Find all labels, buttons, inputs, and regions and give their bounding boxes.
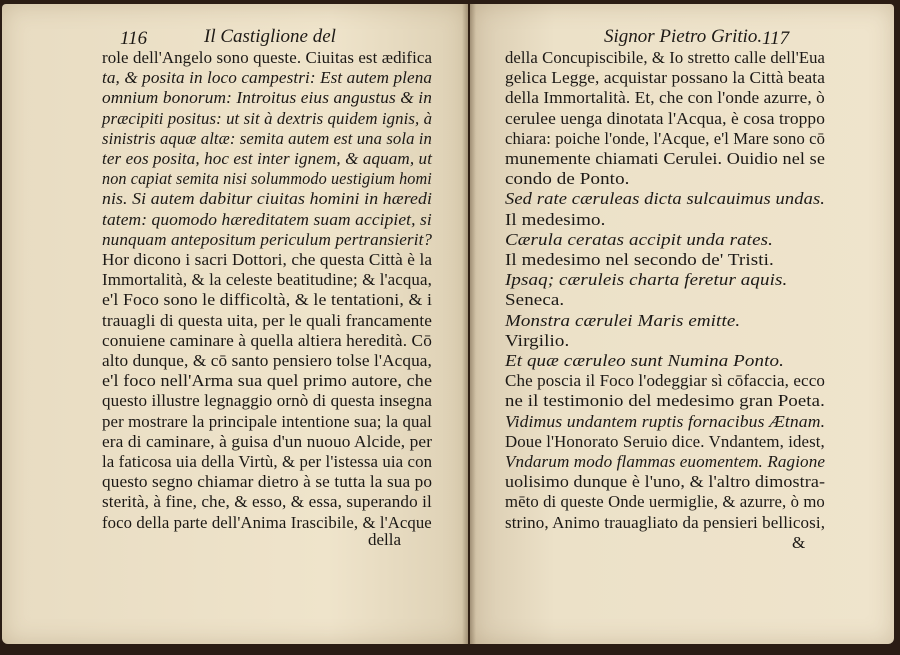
text-line: Immortalità, & la celeste beatitudine; & l'acqua, [102, 270, 432, 290]
text-line: nunquam antepositum periculum pertransierit? [102, 229, 433, 249]
text-line: chiara: poiche l'onde, l'Acque, e'l Mare sono cō [505, 128, 826, 148]
text-line: gelica Legge, acquistar possano la Città beata [505, 68, 825, 88]
text-line: e'l foco nell'Arma sua quel primo autore, che [102, 371, 433, 391]
text-line: conuiene caminare à quella altiera heredità. Cō [102, 330, 432, 350]
text-line: mēto di queste Onde uermiglie, & azurre, ò mo [505, 492, 825, 512]
left-catchword: della [368, 530, 402, 549]
text-line: Cærula ceratas accipit unda rates. [505, 229, 773, 249]
text-line: Et quæ cæruleo sunt Numina Ponto. [505, 351, 784, 370]
text-line: la faticosa uia della Virtù, & per l'istessa uia con [102, 452, 433, 471]
text-line: Che poscia il Foco l'odeggiar sì cōfaccia, ecco [505, 371, 825, 391]
text-line: sinistris aquæ altæ: semita autem est una sola in [102, 128, 432, 148]
text-line: uolisimo dunque è l'uno, & l'altro dimostra- [505, 472, 826, 492]
text-line: role dell'Angelo sono queste. Ciuitas est ædifica [102, 48, 433, 67]
text-line: Ipsaq; cæruleis charta feretur aquis. [505, 270, 788, 290]
text-line: Vidimus undantem ruptis fornacibus Ætnam. [505, 411, 826, 431]
text-line: Monstra cærulei Maris emitte. [505, 310, 741, 330]
text-line: sterità, à fine, che, & esso, & essa, superando il [102, 492, 432, 512]
text-line: questo illustre legnaggio ornò di questa insegna [102, 391, 433, 411]
text-line: omnium bonorum: Introitus eius angustus & in [102, 88, 432, 108]
text-line: tatem: quomodo hæreditatem suam accipiet, si [102, 209, 432, 229]
left-page-number: 116 [120, 28, 148, 49]
text-line: Doue l'Honorato Seruio dice. Vndantem, idest, [505, 431, 825, 451]
left-running-head: Il Castiglione del [204, 26, 336, 47]
right-page-number: 117 [762, 28, 790, 49]
text-line: munemente chiamati Cerulei. Ouidio nel se [505, 149, 826, 168]
right-catchword: & [792, 533, 806, 552]
text-line: Il medesimo. [505, 209, 606, 229]
text-line: per mostrare la principale intentione sua; la qual [102, 411, 432, 431]
text-line: Sed rate cæruleas dicta sulcauimus undas. [505, 189, 826, 209]
text-line: Hor dicono i sacri Dottori, che questa Città è la [102, 250, 433, 269]
text-line: trauagli di questa uita, per le quali francamente [102, 310, 433, 330]
text-line: Virgilio. [505, 330, 570, 350]
text-line: questo segno chiamar dietro à se tutta la sua po [102, 472, 433, 492]
text-line: præcipiti positus: ut sit à dextris quidem ignis, à [102, 108, 433, 128]
text-line: ta, & posita in loco campestri: Est autem plena [102, 68, 433, 88]
text-line: cerulee uenga dinotata l'Acqua, è cosa troppo [505, 108, 825, 128]
text-line: era di caminare, à guisa d'un nuouo Alcide, per [102, 431, 433, 451]
text-line: e'l Foco sono le difficoltà, & le tentationi, & i [102, 290, 433, 310]
text-line: non capiat semita nisi solummodo uestigium homi [102, 169, 432, 189]
text-line: strino, Animo trauagliato da pensieri bellicosi, [505, 512, 826, 532]
text-line: alto dunque, & cō santo pensiero tolse l'Acqua, [102, 351, 432, 370]
text-line: Il medesimo nel secondo de' Tristi. [505, 250, 774, 269]
text-line: Vndarum modo flammas euomentem. Ragione [505, 452, 826, 471]
text-line: condo de Ponto. [505, 169, 630, 189]
text-line: della Concupiscibile, & Io stretto calle dell'Eua [505, 48, 826, 67]
text-line: foco della parte dell'Anima Irascibile, & l'Acque [102, 512, 432, 532]
text-line: ne il testimonio del medesimo gran Poeta. [505, 391, 825, 411]
text-line: nis. Si autem dabitur ciuitas homini in hæredi [102, 189, 433, 209]
text-line: ter eos posita, hoc est inter ignem, & aquam, ut [102, 149, 433, 168]
text-line: Seneca. [505, 290, 565, 310]
text-line: della Immortalità. Et, che con l'onde azurre, ò [505, 88, 825, 108]
book-gutter [462, 4, 476, 644]
right-running-head: Signor Pietro Gritio. [604, 26, 763, 47]
